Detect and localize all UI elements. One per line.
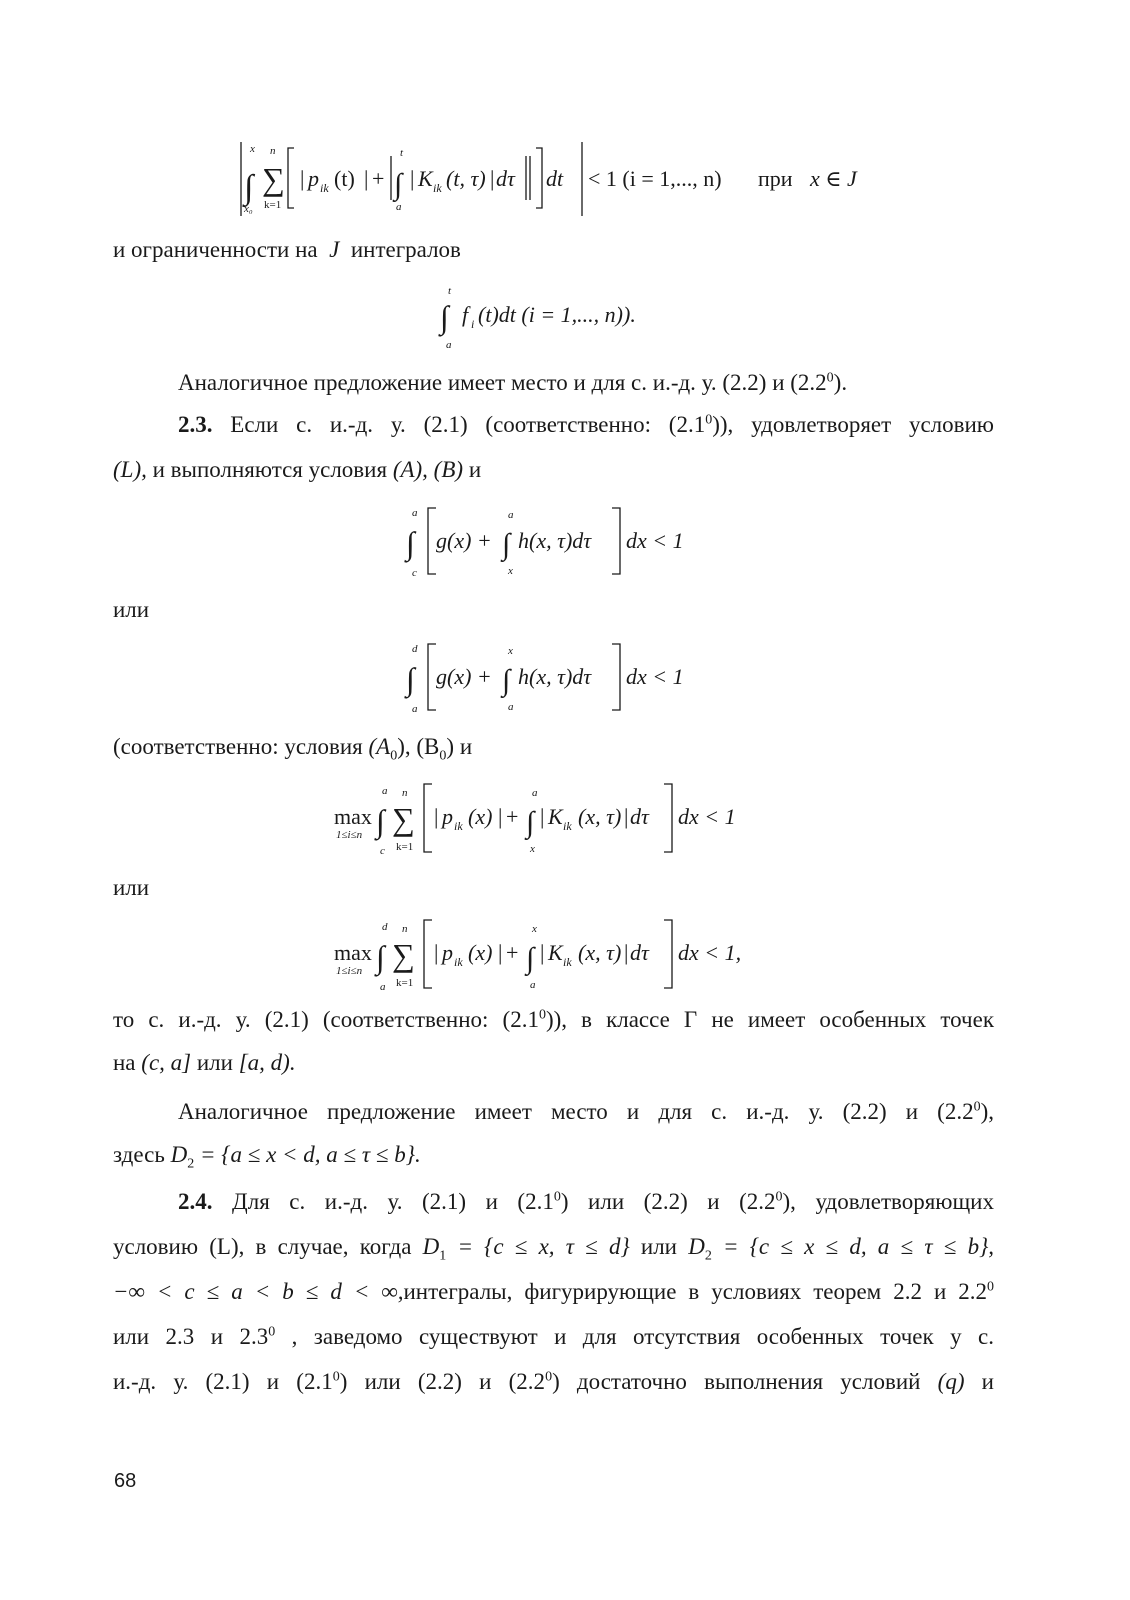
text-line-3: 2.3. Если с. и.-д. у. (2.1) (соответственно: $(2.1^0)$), удовлетворяет условию <box>178 412 994 437</box>
svg-text:t: t <box>448 285 452 297</box>
svg-text:dt: dt <box>546 166 564 191</box>
svg-text:h(x, τ)dτ: h(x, τ)dτ <box>518 664 592 689</box>
svg-text:(t): (t) <box>334 166 355 191</box>
svg-text:dx < 1: dx < 1 <box>678 804 736 829</box>
svg-text:|: | <box>434 804 439 829</box>
svg-text:∫: ∫ <box>526 942 535 975</box>
svg-text:t: t <box>400 147 404 159</box>
svg-text:+: + <box>506 940 519 965</box>
svg-text:a: a <box>412 703 418 715</box>
text-line-2: Аналогичное предложение имеет место и для с. и.-д. у. (2.2) и $(2.2^0)$. <box>178 370 848 395</box>
svg-text:+: + <box>372 166 385 191</box>
svg-text:K: K <box>548 804 563 829</box>
svg-text:n: n <box>402 923 408 935</box>
svg-text:|: | <box>540 804 545 829</box>
svg-text:∑: ∑ <box>392 801 415 837</box>
text-line-6: то с. и.-д. у. (2.1) (соответственно: $(2.1^0)$), в классе Γ не имеет особенных точек <box>113 1007 995 1032</box>
svg-text:|: | <box>498 804 503 829</box>
svg-text:K: K <box>548 940 563 965</box>
svg-text:ik: ik <box>563 955 572 969</box>
svg-text:∫: ∫ <box>502 664 511 697</box>
text-line-5: (соответственно: условия $(A_0)$, $(B_0)$ и <box>113 734 473 764</box>
svg-text:∫: ∫ <box>406 525 415 561</box>
svg-text:ik: ik <box>454 819 463 833</box>
svg-text:x: x <box>508 565 513 577</box>
text-line-13: или 2.3 и $2.3^0$ , заведомо существуют и для отсутствия особенных точек у с. <box>113 1324 995 1349</box>
svg-text:a: a <box>412 507 418 519</box>
svg-text:c: c <box>412 567 417 579</box>
svg-text:dτ: dτ <box>630 940 649 965</box>
svg-text:g(x) +: g(x) + <box>436 664 492 689</box>
text-line-9: здесь $D_2 = \{a \le x < d$, a ≤ τ ≤ b}. <box>113 1142 421 1172</box>
svg-text:|: | <box>410 166 415 191</box>
svg-text:ik: ik <box>320 181 329 195</box>
svg-text:max: max <box>334 804 372 829</box>
integral-sign: ∫ <box>244 169 254 206</box>
svg-text:|: | <box>624 804 629 829</box>
formula-6 <box>334 916 754 992</box>
svg-text:d: d <box>382 921 388 933</box>
svg-text:ik: ik <box>454 955 463 969</box>
svg-text:x: x <box>250 143 255 155</box>
svg-text:k=1: k=1 <box>396 977 414 989</box>
svg-text:при: при <box>758 166 793 191</box>
svg-text:∫: ∫ <box>376 939 385 975</box>
svg-text:n: n <box>402 787 408 799</box>
svg-text:dτ: dτ <box>496 166 515 191</box>
svg-text:x₀: x₀ <box>244 203 253 215</box>
svg-text:|: | <box>364 166 369 191</box>
formula-2 <box>440 282 680 352</box>
svg-text:x: x <box>508 645 513 657</box>
svg-text:a: a <box>508 509 514 521</box>
text-line-1: и ограниченности на J интегралов <box>113 237 461 262</box>
svg-text:c: c <box>380 845 385 857</box>
svg-text:1≤i≤n: 1≤i≤n <box>336 829 363 841</box>
svg-text:∫: ∫ <box>502 528 511 561</box>
svg-text:|: | <box>300 166 305 191</box>
svg-text:dx < 1: dx < 1 <box>626 664 684 689</box>
svg-text:dx < 1: dx < 1 <box>626 528 684 553</box>
svg-text:n: n <box>270 145 276 157</box>
formula-4 <box>406 640 696 714</box>
text-line-4: (L), и выполняются условия (A), (B) и <box>113 457 482 482</box>
svg-text:h(x, τ)dτ: h(x, τ)dτ <box>518 528 592 553</box>
svg-text:a: a <box>382 785 388 797</box>
svg-text:x: x <box>530 843 535 855</box>
formula-3 <box>406 504 696 578</box>
svg-text:(x): (x) <box>468 940 493 965</box>
svg-text:∫: ∫ <box>376 803 385 839</box>
svg-text:(x, τ): (x, τ) <box>578 940 622 965</box>
text-or-1: или <box>113 597 150 622</box>
svg-text:k=1: k=1 <box>264 199 282 211</box>
svg-text:< 1 (i = 1,..., n): < 1 (i = 1,..., n) <box>588 166 722 191</box>
svg-text:k=1: k=1 <box>396 841 414 853</box>
text-line-8: Аналогичное предложение имеет место и для с. и.-д. у. (2.2) и $(2.2^0)$, <box>178 1099 994 1124</box>
svg-text:(x): (x) <box>468 804 493 829</box>
svg-text:g(x) +: g(x) + <box>436 528 492 553</box>
svg-text:∑: ∑ <box>392 937 415 973</box>
svg-text:K: K <box>418 166 433 191</box>
svg-text:∫: ∫ <box>394 168 403 201</box>
text-line-14: и.-д. у. (2.1) и $(2.1^0)$ или (2.2) и $(2.2^0)$ достаточно выполнения условий (q) и <box>113 1369 994 1394</box>
svg-text:dτ: dτ <box>630 804 649 829</box>
svg-text:a: a <box>446 339 452 351</box>
svg-text:(t)dt (i = 1,..., n)).: (t)dt (i = 1,..., n)). <box>478 302 636 327</box>
svg-text:|: | <box>540 940 545 965</box>
svg-text:∫: ∫ <box>406 661 415 697</box>
svg-text:|: | <box>434 940 439 965</box>
svg-text:ik: ik <box>433 181 442 195</box>
svg-text:dx < 1,: dx < 1, <box>678 940 742 965</box>
text-line-11: условию (L), в случае, когда $D_1 = \{c \le x$, τ ≤ d} или $D_2 = \{c \le x \le d$, a ≤ τ ≤ b}, <box>113 1234 995 1264</box>
svg-text:a: a <box>508 701 514 713</box>
svg-text:ik: ik <box>563 819 572 833</box>
sum-sign: ∑ <box>262 161 285 197</box>
svg-text:+: + <box>506 804 519 829</box>
svg-text:(t, τ): (t, τ) <box>446 166 486 191</box>
svg-text:a: a <box>396 201 402 213</box>
svg-text:p: p <box>442 940 453 965</box>
svg-text:a: a <box>380 981 386 993</box>
formula-1 <box>236 136 876 220</box>
svg-text:|: | <box>498 940 503 965</box>
svg-text:∫: ∫ <box>526 806 535 839</box>
text-line-12: −∞ < c ≤ a < b ≤ d < ∞,интегралы, фигурирующие в условиях теорем 2.2 и $2.2^0$ <box>113 1279 994 1304</box>
text-line-10: 2.4. Для с. и.-д. у. (2.1) и $(2.1^0)$ или (2.2) и $(2.2^0)$, удовлетворяющих <box>178 1189 994 1214</box>
svg-text:∫: ∫ <box>440 299 449 335</box>
text-line-7: на (c, a] или [a, d). <box>113 1050 296 1075</box>
svg-text:f: f <box>462 302 469 327</box>
formula-5 <box>334 780 754 856</box>
svg-text:|: | <box>490 166 495 191</box>
svg-text:a: a <box>530 979 536 991</box>
svg-text:(x, τ): (x, τ) <box>578 804 622 829</box>
svg-text:|: | <box>624 940 629 965</box>
page-number: 68 <box>114 1470 137 1492</box>
svg-text:a: a <box>532 787 538 799</box>
svg-text:i: i <box>471 317 475 331</box>
svg-text:x: x <box>532 923 537 935</box>
svg-text:x ∈ J: x ∈ J <box>810 166 857 191</box>
svg-text:1≤i≤n: 1≤i≤n <box>336 965 363 977</box>
svg-text:d: d <box>412 643 418 655</box>
svg-text:p: p <box>308 166 319 191</box>
svg-text:p: p <box>442 804 453 829</box>
text-or-2: или <box>113 875 150 900</box>
svg-text:max: max <box>334 940 372 965</box>
